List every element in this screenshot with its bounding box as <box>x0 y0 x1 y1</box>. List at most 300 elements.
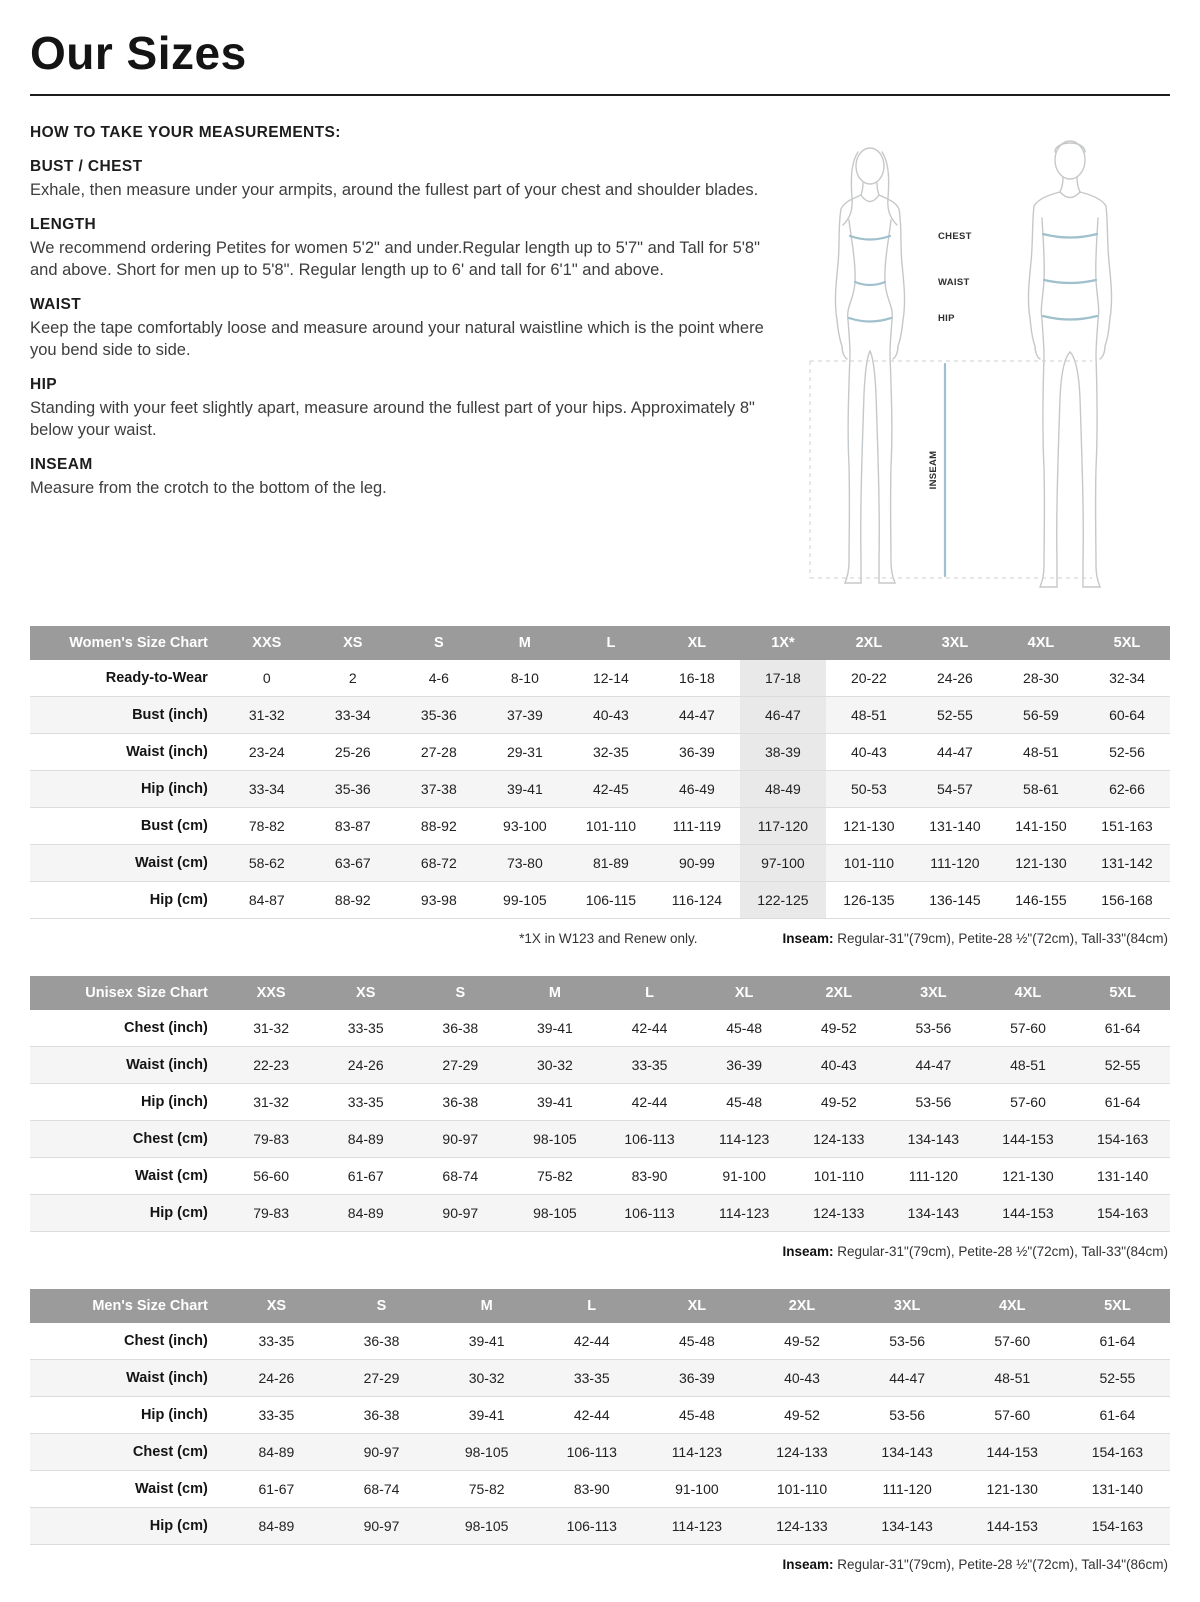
size-cell: 24-26 <box>912 660 998 697</box>
male-figure-icon <box>1028 141 1111 587</box>
size-cell: 154-163 <box>1075 1121 1170 1158</box>
size-column-header: XXS <box>224 976 319 1010</box>
size-cell: 40-43 <box>749 1360 854 1397</box>
size-column-header: 4XL <box>960 1289 1065 1323</box>
row-label: Chest (cm) <box>30 1434 224 1471</box>
size-cell: 124-133 <box>791 1195 886 1232</box>
size-cell: 36-38 <box>329 1397 434 1434</box>
size-cell: 36-39 <box>697 1047 792 1084</box>
female-body-left <box>845 220 870 583</box>
table-row <box>30 1084 1170 1121</box>
size-cell: 156-168 <box>1084 882 1170 919</box>
size-cell: 141-150 <box>998 808 1084 845</box>
size-cell: 35-36 <box>396 697 482 734</box>
size-cell: 98-105 <box>508 1121 603 1158</box>
size-cell: 42-44 <box>539 1323 644 1360</box>
unisex-size-table-wrap <box>30 976 1170 1232</box>
row-label: Chest (cm) <box>30 1121 224 1158</box>
size-column-header: 3XL <box>912 626 998 660</box>
size-cell: 121-130 <box>960 1471 1065 1508</box>
size-cell: 84-89 <box>224 1508 329 1545</box>
size-cell: 32-34 <box>1084 660 1170 697</box>
size-cell: 39-41 <box>508 1010 603 1047</box>
size-cell: 144-153 <box>981 1195 1076 1232</box>
size-cell: 33-35 <box>539 1360 644 1397</box>
row-label: Hip (cm) <box>30 1508 224 1545</box>
size-column-header: XS <box>224 1289 329 1323</box>
size-cell: 99-105 <box>482 882 568 919</box>
length-body: We recommend ordering Petites for women 5'2" and under.Regular length up to 5'7" and Tall for 5'8" and above. Short for men up to 5'8". Regular length up to 6' and tall for 6'1" and above. <box>30 239 760 279</box>
size-cell: 57-60 <box>960 1323 1065 1360</box>
size-cell: 36-38 <box>413 1084 508 1121</box>
size-cell: 83-90 <box>539 1471 644 1508</box>
size-cell: 111-120 <box>886 1158 981 1195</box>
table-row <box>30 1397 1170 1434</box>
size-column-header: 3XL <box>855 1289 960 1323</box>
size-cell: 79-83 <box>224 1121 319 1158</box>
female-neck-right <box>877 183 879 195</box>
row-label: Hip (cm) <box>30 882 224 919</box>
size-cell: 36-39 <box>654 734 740 771</box>
size-cell: 27-29 <box>413 1047 508 1084</box>
size-column-header: 4XL <box>998 626 1084 660</box>
size-cell: 62-66 <box>1084 771 1170 808</box>
size-cell: 36-38 <box>413 1010 508 1047</box>
size-cell: 28-30 <box>998 660 1084 697</box>
size-cell: 88-92 <box>310 882 396 919</box>
size-cell: 101-110 <box>568 808 654 845</box>
row-label: Waist (inch) <box>30 1360 224 1397</box>
womens-size-chart-section <box>30 626 1170 946</box>
size-cell: 131-140 <box>1065 1471 1170 1508</box>
row-label: Waist (cm) <box>30 845 224 882</box>
size-cell: 61-67 <box>224 1471 329 1508</box>
size-cell: 144-153 <box>960 1434 1065 1471</box>
size-cell: 144-153 <box>960 1508 1065 1545</box>
size-cell: 53-56 <box>855 1323 960 1360</box>
male-hip-line <box>1043 316 1097 320</box>
size-cell: 61-64 <box>1065 1397 1170 1434</box>
size-cell: 17-18 <box>740 660 826 697</box>
size-cell: 121-130 <box>826 808 912 845</box>
page-title: Our Sizes <box>30 27 247 79</box>
instructions-heading: HOW TO TAKE YOUR MEASUREMENTS: <box>30 124 341 141</box>
size-cell: 22-23 <box>224 1047 319 1084</box>
inseam-title: INSEAM <box>30 456 93 474</box>
size-cell: 88-92 <box>396 808 482 845</box>
table-row <box>30 1121 1170 1158</box>
size-cell: 32-35 <box>568 734 654 771</box>
male-neckline <box>1060 192 1080 198</box>
table-row <box>30 660 1170 697</box>
size-cell: 37-39 <box>482 697 568 734</box>
size-column-header: 5XL <box>1075 976 1170 1010</box>
size-column-header: M <box>434 1289 539 1323</box>
size-cell: 48-51 <box>826 697 912 734</box>
header-row <box>30 1289 1170 1323</box>
inseam-footnote-label: Inseam: <box>782 931 834 946</box>
instructions-text-column <box>30 124 772 596</box>
row-label: Bust (cm) <box>30 808 224 845</box>
size-cell: 111-120 <box>912 845 998 882</box>
size-cell: 24-26 <box>224 1360 329 1397</box>
female-figure-icon <box>835 148 904 583</box>
size-cell: 42-44 <box>602 1010 697 1047</box>
mens-size-table-wrap <box>30 1289 1170 1545</box>
size-cell: 131-140 <box>912 808 998 845</box>
size-cell: 98-105 <box>434 1508 539 1545</box>
size-cell: 31-32 <box>224 1010 319 1047</box>
table-row <box>30 1195 1170 1232</box>
size-cell: 44-47 <box>654 697 740 734</box>
size-cell: 42-44 <box>539 1397 644 1434</box>
inseam-section <box>30 456 772 499</box>
size-cell: 36-39 <box>644 1360 749 1397</box>
size-cell: 40-43 <box>791 1047 886 1084</box>
size-column-header: 2XL <box>826 626 912 660</box>
inseam-footnote-text: Regular-31"(79cm), Petite-28 ½"(72cm), Tall-33"(84cm) <box>833 1244 1168 1259</box>
size-cell: 48-51 <box>960 1360 1065 1397</box>
size-column-header: XL <box>654 626 740 660</box>
row-label: Hip (inch) <box>30 1084 224 1121</box>
size-cell: 33-35 <box>224 1323 329 1360</box>
row-label: Waist (cm) <box>30 1471 224 1508</box>
size-cell: 56-60 <box>224 1158 319 1195</box>
size-cell: 68-72 <box>396 845 482 882</box>
size-cell: 58-62 <box>224 845 310 882</box>
unisex-table-title: Unisex Size Chart <box>30 976 224 1010</box>
waist-body: Keep the tape comfortably loose and measure around your natural waistline which is the point where you bend side to side. <box>30 319 764 359</box>
size-cell: 45-48 <box>697 1084 792 1121</box>
table-row <box>30 697 1170 734</box>
bust-chest-title: BUST / CHEST <box>30 158 143 175</box>
size-cell: 52-55 <box>1065 1360 1170 1397</box>
size-column-header: 3XL <box>886 976 981 1010</box>
size-cell: 78-82 <box>224 808 310 845</box>
size-cell: 52-56 <box>1084 734 1170 771</box>
size-cell: 33-34 <box>310 697 396 734</box>
size-cell: 42-45 <box>568 771 654 808</box>
size-cell: 44-47 <box>855 1360 960 1397</box>
size-column-header: XS <box>310 626 396 660</box>
size-cell: 39-41 <box>482 771 568 808</box>
hip-section <box>30 376 772 441</box>
size-cell: 49-52 <box>791 1084 886 1121</box>
unisex-size-table <box>30 976 1170 1232</box>
size-cell: 33-35 <box>318 1010 413 1047</box>
size-cell: 154-163 <box>1075 1195 1170 1232</box>
size-cell: 131-140 <box>1075 1158 1170 1195</box>
hip-title: HIP <box>30 376 58 394</box>
size-cell: 57-60 <box>981 1010 1076 1047</box>
mens-size-chart-section <box>30 1289 1170 1572</box>
size-cell: 20-22 <box>826 660 912 697</box>
unisex-footnotes <box>30 1232 1170 1259</box>
row-label: Hip (inch) <box>30 771 224 808</box>
size-cell: 83-90 <box>602 1158 697 1195</box>
size-cell: 75-82 <box>508 1158 603 1195</box>
womens-size-table-wrap <box>30 626 1170 919</box>
size-cell: 50-53 <box>826 771 912 808</box>
size-cell: 33-35 <box>318 1084 413 1121</box>
row-label: Hip (inch) <box>30 1397 224 1434</box>
size-cell: 122-125 <box>740 882 826 919</box>
inseam-body: Measure from the crotch to the bottom of the leg. <box>30 479 387 498</box>
table-row <box>30 771 1170 808</box>
size-cell: 124-133 <box>791 1121 886 1158</box>
size-column-header: L <box>602 976 697 1010</box>
size-cell: 101-110 <box>749 1471 854 1508</box>
size-cell: 30-32 <box>434 1360 539 1397</box>
hip-body: Standing with your feet slightly apart, measure around the fullest part of your hips. Approximately 8" below your waist. <box>30 399 755 439</box>
size-cell: 116-124 <box>654 882 740 919</box>
womens-inseam-footnote <box>782 931 1168 946</box>
waist-label: WAIST <box>938 277 970 288</box>
size-cell: 98-105 <box>508 1195 603 1232</box>
size-cell: 146-155 <box>998 882 1084 919</box>
size-cell: 79-83 <box>224 1195 319 1232</box>
unisex-inseam-footnote <box>782 1244 1168 1259</box>
size-cell: 61-64 <box>1065 1323 1170 1360</box>
size-cell: 31-32 <box>224 1084 319 1121</box>
size-cell: 134-143 <box>855 1434 960 1471</box>
size-cell: 12-14 <box>568 660 654 697</box>
size-column-header: 2XL <box>791 976 886 1010</box>
size-cell: 111-120 <box>855 1471 960 1508</box>
size-cell: 93-100 <box>482 808 568 845</box>
mens-footnotes <box>30 1545 1170 1572</box>
size-column-header: S <box>413 976 508 1010</box>
bust-chest-section <box>30 158 772 201</box>
size-cell: 114-123 <box>697 1195 792 1232</box>
size-cell: 124-133 <box>749 1434 854 1471</box>
table-row <box>30 808 1170 845</box>
size-column-header: XS <box>318 976 413 1010</box>
size-column-header: 4XL <box>981 976 1076 1010</box>
chest-label: CHEST <box>938 231 972 242</box>
size-cell: 48-49 <box>740 771 826 808</box>
size-cell: 4-6 <box>396 660 482 697</box>
female-waist-line <box>855 282 885 285</box>
size-cell: 24-26 <box>318 1047 413 1084</box>
size-cell: 46-47 <box>740 697 826 734</box>
size-cell: 39-41 <box>434 1397 539 1434</box>
size-cell: 61-64 <box>1075 1010 1170 1047</box>
waist-section <box>30 296 772 361</box>
inseam-footnote-label: Inseam: <box>782 1244 834 1259</box>
size-cell: 106-113 <box>602 1195 697 1232</box>
size-cell: 53-56 <box>855 1397 960 1434</box>
size-cell: 101-110 <box>791 1158 886 1195</box>
measurement-diagram <box>786 124 1170 596</box>
table-row <box>30 845 1170 882</box>
table-row <box>30 734 1170 771</box>
size-cell: 25-26 <box>310 734 396 771</box>
size-cell: 91-100 <box>644 1471 749 1508</box>
header-row <box>30 626 1170 660</box>
hip-label: HIP <box>938 313 955 324</box>
size-cell: 144-153 <box>981 1121 1076 1158</box>
one-x-footnote: *1X in W123 and Renew only. <box>519 931 698 946</box>
size-cell: 53-56 <box>886 1084 981 1121</box>
size-cell: 37-38 <box>396 771 482 808</box>
female-head <box>856 148 884 184</box>
size-cell: 90-97 <box>329 1508 434 1545</box>
size-cell: 39-41 <box>434 1323 539 1360</box>
size-cell: 106-113 <box>539 1434 644 1471</box>
waist-title: WAIST <box>30 296 82 314</box>
bust-chest-body: Exhale, then measure under your armpits, around the fullest part of your chest and shoulder blades. <box>30 181 759 199</box>
size-cell: 45-48 <box>697 1010 792 1047</box>
row-label: Chest (inch) <box>30 1010 224 1047</box>
size-cell: 84-89 <box>318 1195 413 1232</box>
size-column-header: XL <box>644 1289 749 1323</box>
male-neck-right <box>1077 177 1080 192</box>
size-cell: 131-142 <box>1084 845 1170 882</box>
table-row <box>30 1434 1170 1471</box>
size-cell: 98-105 <box>434 1434 539 1471</box>
male-chest-line <box>1043 234 1097 238</box>
size-cell: 49-52 <box>749 1323 854 1360</box>
size-cell: 48-51 <box>981 1047 1076 1084</box>
table-row <box>30 1158 1170 1195</box>
size-column-header: M <box>508 976 603 1010</box>
size-cell: 44-47 <box>912 734 998 771</box>
size-cell: 33-34 <box>224 771 310 808</box>
size-cell: 33-35 <box>224 1397 329 1434</box>
size-cell: 53-56 <box>886 1010 981 1047</box>
size-cell: 90-97 <box>329 1434 434 1471</box>
size-cell: 83-87 <box>310 808 396 845</box>
male-head <box>1055 141 1085 179</box>
size-cell: 68-74 <box>413 1158 508 1195</box>
row-label: Bust (inch) <box>30 697 224 734</box>
womens-size-table <box>30 626 1170 919</box>
size-cell: 75-82 <box>434 1471 539 1508</box>
size-cell: 63-67 <box>310 845 396 882</box>
male-body-left <box>1040 218 1070 587</box>
size-column-header: L <box>539 1289 644 1323</box>
size-cell: 40-43 <box>568 697 654 734</box>
size-cell: 48-51 <box>998 734 1084 771</box>
size-column-header: 1X* <box>740 626 826 660</box>
row-label: Waist (cm) <box>30 1158 224 1195</box>
size-column-header: S <box>396 626 482 660</box>
unisex-size-chart-section <box>30 976 1170 1259</box>
title-divider <box>30 94 1170 96</box>
mens-table-title: Men's Size Chart <box>30 1289 224 1323</box>
size-cell: 97-100 <box>740 845 826 882</box>
size-cell: 121-130 <box>998 845 1084 882</box>
size-column-header: L <box>568 626 654 660</box>
inseam-footnote-label: Inseam: <box>782 1557 834 1572</box>
male-waist-line <box>1044 280 1096 283</box>
size-cell: 40-43 <box>826 734 912 771</box>
size-cell: 84-89 <box>318 1121 413 1158</box>
measurement-instructions <box>30 124 1170 596</box>
guide-lines <box>810 361 1092 578</box>
female-arm-right <box>879 195 905 359</box>
inseam-footnote-text: Regular-31"(79cm), Petite-28 ½"(72cm), Tall-34"(86cm) <box>833 1557 1168 1572</box>
size-cell: 121-130 <box>981 1158 1076 1195</box>
size-cell: 8-10 <box>482 660 568 697</box>
row-label: Waist (inch) <box>30 734 224 771</box>
size-cell: 27-28 <box>396 734 482 771</box>
size-cell: 124-133 <box>749 1508 854 1545</box>
size-cell: 136-145 <box>912 882 998 919</box>
size-cell: 23-24 <box>224 734 310 771</box>
womens-table-title: Women's Size Chart <box>30 626 224 660</box>
size-cell: 35-36 <box>310 771 396 808</box>
size-cell: 56-59 <box>998 697 1084 734</box>
size-cell: 29-31 <box>482 734 568 771</box>
size-cell: 31-32 <box>224 697 310 734</box>
size-cell: 151-163 <box>1084 808 1170 845</box>
size-cell: 126-135 <box>826 882 912 919</box>
size-cell: 73-80 <box>482 845 568 882</box>
size-cell: 90-99 <box>654 845 740 882</box>
header-row <box>30 976 1170 1010</box>
female-arm-left <box>835 195 861 359</box>
size-cell: 44-47 <box>886 1047 981 1084</box>
size-cell: 46-49 <box>654 771 740 808</box>
size-cell: 45-48 <box>644 1323 749 1360</box>
size-cell: 33-35 <box>602 1047 697 1084</box>
female-chest-line <box>850 236 890 240</box>
size-cell: 52-55 <box>912 697 998 734</box>
row-label: Hip (cm) <box>30 1195 224 1232</box>
size-cell: 101-110 <box>826 845 912 882</box>
size-cell: 27-29 <box>329 1360 434 1397</box>
size-cell: 58-61 <box>998 771 1084 808</box>
size-cell: 134-143 <box>886 1121 981 1158</box>
size-cell: 134-143 <box>855 1508 960 1545</box>
size-cell: 84-89 <box>224 1434 329 1471</box>
womens-footnotes <box>30 919 1170 946</box>
inseam-footnote-text: Regular-31"(79cm), Petite-28 ½"(72cm), Tall-33"(84cm) <box>833 931 1168 946</box>
table-row <box>30 1471 1170 1508</box>
table-row <box>30 1010 1170 1047</box>
size-cell: 84-87 <box>224 882 310 919</box>
female-body-right <box>870 220 895 583</box>
body-measurement-illustration <box>792 126 1164 596</box>
size-cell: 52-55 <box>1075 1047 1170 1084</box>
length-section <box>30 216 772 281</box>
size-cell: 114-123 <box>697 1121 792 1158</box>
size-cell: 90-97 <box>413 1195 508 1232</box>
inseam-label: INSEAM <box>928 450 939 490</box>
row-label: Waist (inch) <box>30 1047 224 1084</box>
size-cell: 61-64 <box>1075 1084 1170 1121</box>
size-cell: 81-89 <box>568 845 654 882</box>
size-cell: 36-38 <box>329 1323 434 1360</box>
size-cell: 90-97 <box>413 1121 508 1158</box>
size-cell: 91-100 <box>697 1158 792 1195</box>
size-cell: 49-52 <box>749 1397 854 1434</box>
size-cell: 61-67 <box>318 1158 413 1195</box>
length-title: LENGTH <box>30 216 97 234</box>
size-cell: 49-52 <box>791 1010 886 1047</box>
male-body-right <box>1070 218 1100 587</box>
size-cell: 106-113 <box>539 1508 644 1545</box>
size-cell: 93-98 <box>396 882 482 919</box>
size-cell: 54-57 <box>912 771 998 808</box>
size-cell: 114-123 <box>644 1434 749 1471</box>
mens-inseam-footnote <box>782 1557 1168 1572</box>
size-column-header: 5XL <box>1065 1289 1170 1323</box>
size-cell: 114-123 <box>644 1508 749 1545</box>
table-row <box>30 1323 1170 1360</box>
